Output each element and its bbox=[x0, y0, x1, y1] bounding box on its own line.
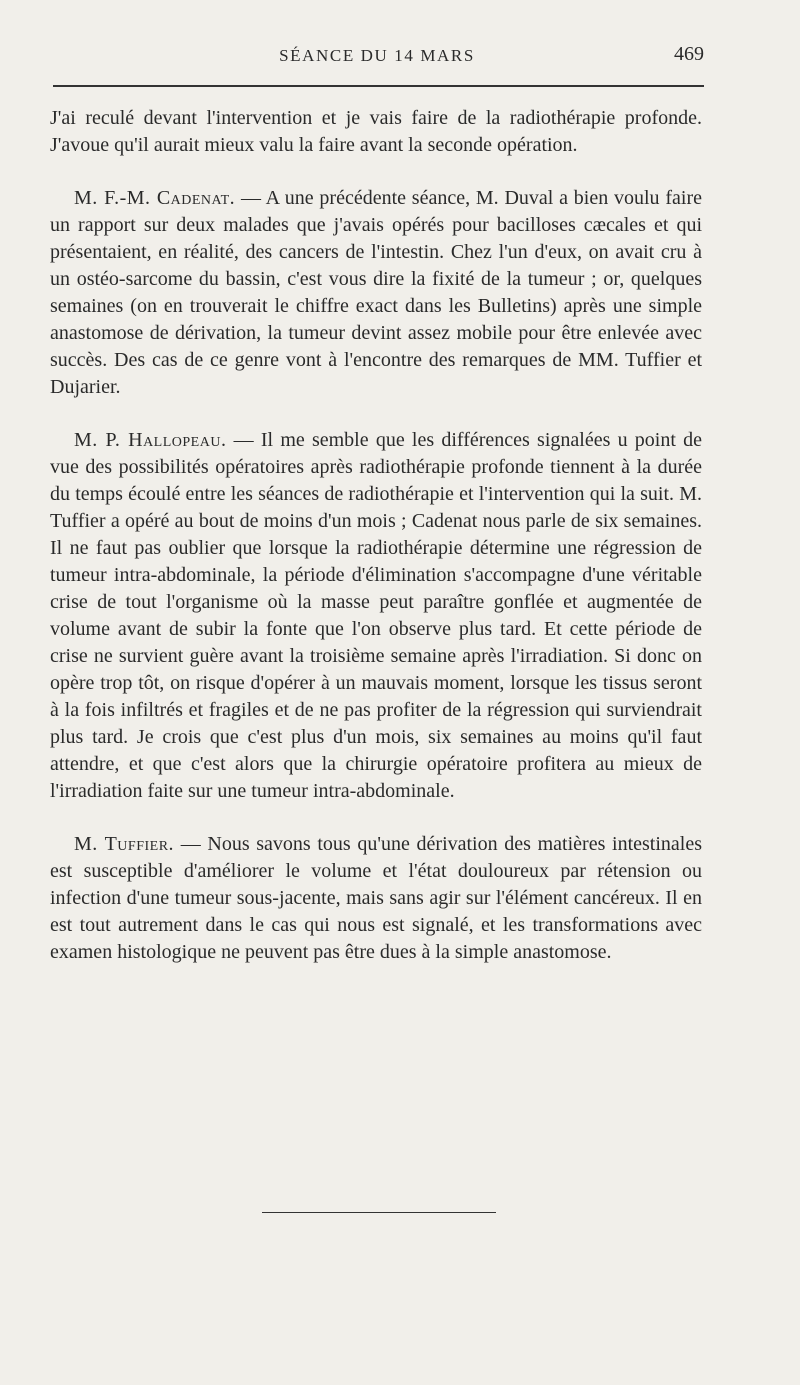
page-number: 469 bbox=[674, 43, 704, 65]
running-title: SÉANCE DU 14 MARS bbox=[279, 46, 475, 65]
paragraph-text: — A une précédente séance, M. Duval a bien voulu faire un rapport sur deux malades que j'avais opérés pour bacilloses cæcales et qui présentaient, en réalité, des cancers de l'intestin. Chez l'un d'eux, on avait cru à un ostéo-sarcome du bassin, c'est vous dire la fixité de la tumeur ; or, quelques semaines (on en trouverait le chiffre exact dans les Bulletins) après une simple anastomose de dérivation, la tumeur devint assez mobile pour être enlevée avec succès. Des cas de ce genre vont à l'encontre des remarques de MM. Tuffier et Dujarier. bbox=[50, 187, 702, 398]
paragraph-text: — Il me semble que les différences signalées u point de vue des possibilités opératoires après radiothérapie profonde tiennent à la durée du temps écoulé entre les séances de radiothérapie et l'intervention qui la suit. M. Tuffier a opéré au bout de moins d'un mois ; Cadenat nous parle de six semaines. Il ne faut pas oublier que lorsque la radiothérapie détermine une régression de tumeur intra-abdominale, la période d'élimination s'accompagne d'une véritable crise de tout l'organisme où la masse peut paraître gonflée et augmentée de volume avant de subir la fonte que l'on observe plus tard. Et cette période de crise ne survient guère avant la troisième semaine après l'irradiation. Si donc on opère trop tôt, on risque d'opérer à un mauvais moment, lorsque les tissus seront à la fois infiltrés et fragiles et de ne pas profiter de la régression qui surviendrait plus tard. Je crois que c'est plus d'un mois, six semaines au moins qu'il faut attendre, et que c'est alors que la chirurgie opératoire profitera au mieux de l'irradiation faite sur une tumeur intra-abdominale. bbox=[50, 429, 702, 802]
paragraph-tuffier bbox=[50, 831, 702, 966]
section-end-rule bbox=[262, 1212, 496, 1213]
paragraph-cadenat bbox=[50, 185, 702, 401]
paragraph-text: J'ai reculé devant l'intervention et je vais faire de la radiothérapie profonde. J'avoue qu'il aurait mieux valu la faire avant la seconde opération. bbox=[50, 107, 702, 156]
speaker-name: M. P. Hallopeau. bbox=[74, 429, 227, 451]
paragraph-continuation bbox=[50, 105, 702, 159]
body-text bbox=[50, 105, 702, 992]
header-rule bbox=[53, 85, 704, 87]
paragraph-hallopeau bbox=[50, 427, 702, 805]
speaker-name: M. F.-M. Cadenat. bbox=[74, 187, 236, 209]
running-header bbox=[50, 40, 704, 74]
paragraph-text: — Nous savons tous qu'une dérivation des matières intestinales est susceptible d'améliorer le volume et l'état douloureux par rétension ou infection d'une tumeur sous-jacente, mais sans agir sur l'élément cancéreux. Il en est tout autrement dans le cas qui nous est signalé, et les transformations avec examen histologique ne peuvent pas être dues à la simple anastomose. bbox=[50, 833, 702, 963]
speaker-name: M. Tuffier. bbox=[74, 833, 175, 855]
